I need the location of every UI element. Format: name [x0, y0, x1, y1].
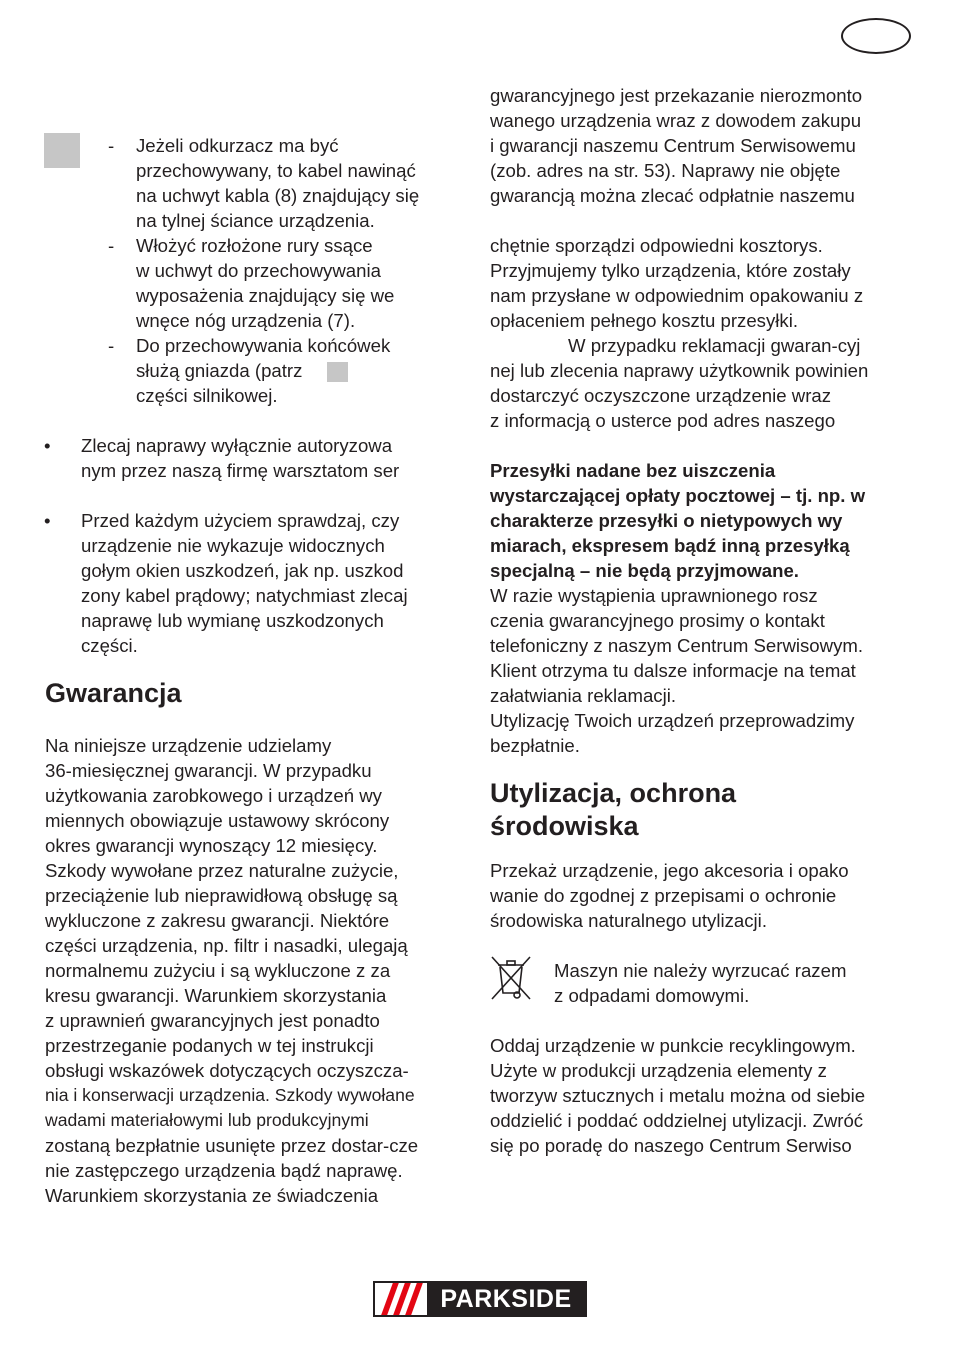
parkside-logo: [373, 1281, 587, 1317]
text-line: środowiska naturalnego utylizacji.: [490, 910, 767, 931]
bullet-marker: •: [44, 510, 51, 531]
text-line: oddzielić i poddać oddzielnej utylizacji. Zwróć: [490, 1110, 864, 1131]
text-line: przechowywany, to kabel nawinąć: [136, 160, 416, 181]
text-line: nej lub zlecenia naprawy użytkownik powinien: [490, 360, 869, 381]
text-line: części urządzenia, np. filtr i nasadki, ulegają: [45, 935, 408, 956]
language-marker-oval: [841, 18, 911, 54]
text-line: i gwarancji naszemu Centrum Serwisowemu: [490, 135, 856, 156]
text-line: z uprawnień gwarancyjnych jest ponadto: [45, 1010, 380, 1031]
text-line: zostaną bezpłatnie usunięte przez dostar-cze: [45, 1135, 419, 1156]
text-line: obsługi wskazówek dotyczących oczyszcza-: [45, 1060, 409, 1081]
text-line: Przed każdym użyciem sprawdzaj, czy: [81, 510, 400, 531]
text-line: wanie do zgodnej z przepisami o ochronie: [490, 885, 837, 906]
text-line: 36-miesięcznej gwarancji. W przypadku: [45, 760, 372, 781]
text-line: Na niniejsze urządzenie udzielamy: [45, 735, 332, 756]
text-line: tworzyw sztucznych i metalu można od siebie: [490, 1085, 866, 1106]
text-line: (zob. adres na str. 53). Naprawy nie objęte: [490, 160, 841, 181]
text-line: z odpadami domowymi.: [554, 985, 750, 1006]
text-line: Użyte w produkcji urządzenia elementy z: [490, 1060, 827, 1081]
text-line: gołym okien uszkodzeń, jak np. uszkod: [81, 560, 404, 581]
text-line: nia i konserwacji urządzenia. Szkody wywołane: [45, 1085, 415, 1105]
text-line: załatwiania reklamacji.: [490, 685, 677, 706]
text-line: Oddaj urządzenie w punkcie recyklingowym.: [490, 1035, 856, 1056]
text-line: dostarczyć oczyszczone urządzenie wraz: [490, 385, 832, 406]
dash-marker: -: [108, 235, 115, 256]
text-line: Przekaż urządzenie, jego akcesoria i opako: [490, 860, 849, 881]
text-line: Jeżeli odkurzacz ma być: [136, 135, 339, 156]
text-line: wykluczone z zakresu gwarancji. Niektóre: [45, 910, 390, 931]
text-line: w uchwyt do przechowywania: [136, 260, 381, 281]
text-line: urządzenie nie wykazuje widocznych: [81, 535, 385, 556]
text-line: wnęce nóg urządzenia (7).: [136, 310, 356, 331]
crossed-out-wheelie-bin-icon: [490, 955, 532, 1003]
text-line: chętnie sporządzi odpowiedni kosztorys.: [490, 235, 823, 256]
text-line: użytkowania zarobkowego i urządzeń wy: [45, 785, 382, 806]
text-line: Utylizację Twoich urządzeń przeprowadzimy: [490, 710, 855, 731]
text-line: nie zastępczego urządzenia bądź naprawę.: [45, 1160, 403, 1181]
text-line: naprawę lub wymianę uszkodzonych: [81, 610, 384, 631]
logo-stripes: [375, 1283, 427, 1315]
dash-marker: -: [108, 135, 115, 156]
text-line: części silnikowej.: [136, 385, 278, 406]
section-marker-box: [44, 133, 80, 168]
text-line: bezpłatnie.: [490, 735, 580, 756]
text-line: gwarancją można zlecać odpłatnie naszemu: [490, 185, 855, 206]
text-line: wystarczającej opłaty pocztowej – tj. np. w: [490, 485, 866, 506]
text-line: zony kabel prądowy; natychmiast zlecaj: [81, 585, 408, 606]
text-line: miennych obowiązuje ustawowy skrócony: [45, 810, 390, 831]
bullet-marker: •: [44, 435, 51, 456]
text-line: specjalną – nie będą przyjmowane.: [490, 560, 799, 581]
text-line: Do przechowywania końcówek: [136, 335, 391, 356]
text-line: opłaceniem pełnego kosztu przesyłki.: [490, 310, 798, 331]
warranty-heading: Gwarancja: [45, 678, 182, 708]
text-line: W razie wystąpienia uprawnionego rosz: [490, 585, 818, 606]
text-line: Przesyłki nadane bez uiszczenia: [490, 460, 776, 481]
text-line: gwarancyjnego jest przekazanie nierozmonto: [490, 85, 863, 106]
text-line: przestrzeganie podanych w tej instrukcji: [45, 1035, 374, 1056]
text-line: wadami materiałowymi lub produkcyjnymi: [45, 1110, 369, 1130]
text-line: W przypadku reklamacji gwaran-cyj: [568, 335, 861, 356]
text-line: na uchwyt kabla (8) znajdujący się: [136, 185, 420, 206]
text-line: Maszyn nie należy wyrzucać razem: [554, 960, 847, 981]
text-line: z informacją o usterce pod adres naszego: [490, 410, 836, 431]
text-line: części.: [81, 635, 138, 656]
text-line: normalnemu zużyciu i są wykluczone z za: [45, 960, 391, 981]
heading-line: środowiska: [490, 811, 639, 841]
text-line: nym przez naszą firmę warsztatom ser: [81, 460, 400, 481]
text-line: telefoniczny z naszym Centrum Serwisowym.: [490, 635, 864, 656]
text-line: Warunkiem skorzystania ze świadczenia: [45, 1185, 379, 1206]
text-line: Zlecaj naprawy wyłącznie autoryzowa: [81, 435, 393, 456]
text-line: Klient otrzyma tu dalsze informacje na temat: [490, 660, 856, 681]
text-line: miarach, ekspresem bądź inną przesyłką: [490, 535, 850, 556]
text-line: przeciążenie lub nieprawidłową obsługę są: [45, 885, 398, 906]
text-line: charakterze przesyłki o nietypowych wy: [490, 510, 843, 531]
text-line: służą gniazda (patrz: [136, 360, 303, 381]
text-line: się po poradę do naszego Centrum Serwiso: [490, 1135, 852, 1156]
text-line: Szkody wywołane przez naturalne zużycie,: [45, 860, 399, 881]
text-line: wanego urządzenia wraz z dowodem zakupu: [490, 110, 862, 131]
inline-figure-marker: [327, 362, 348, 382]
text-line: nam przysłane w odpowiednim opakowaniu z: [490, 285, 864, 306]
heading-line: Utylizacja, ochrona: [490, 778, 737, 808]
text-line: Przyjmujemy tylko urządzenia, które zostały: [490, 260, 851, 281]
text-line: Włożyć rozłożone rury ssące: [136, 235, 373, 256]
text-line: kresu gwarancji. Warunkiem skorzystania: [45, 985, 387, 1006]
dash-marker: -: [108, 335, 115, 356]
logo-wordmark: PARKSIDE: [440, 1285, 572, 1313]
text-line: wyposażenia znajdujący się we: [136, 285, 395, 306]
text-line: na tylnej ściance urządzenia.: [136, 210, 375, 231]
text-line: czenia gwarancyjnego prosimy o kontakt: [490, 610, 825, 631]
text-line: okres gwarancji wynoszący 12 miesięcy.: [45, 835, 378, 856]
